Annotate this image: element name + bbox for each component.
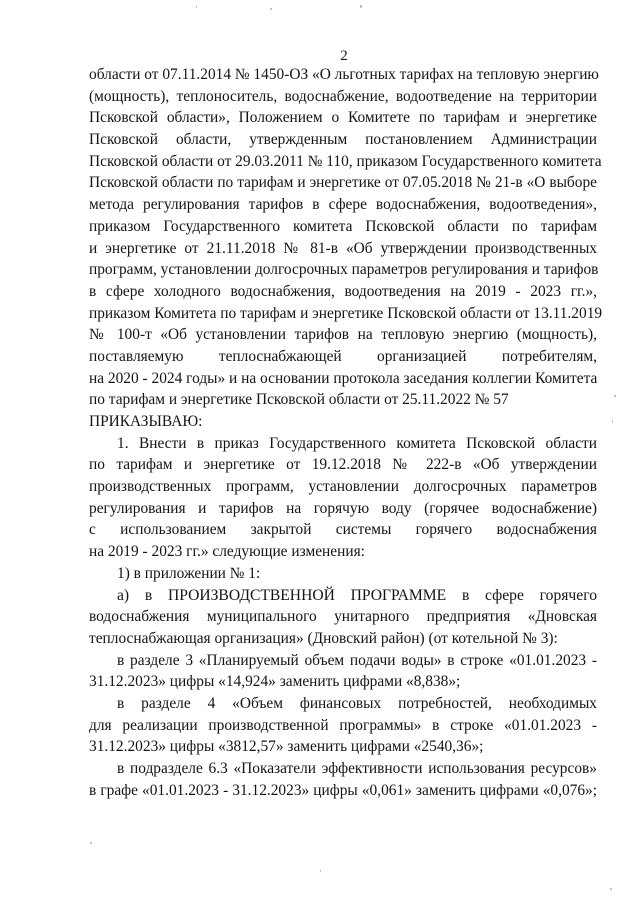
text-line: Псковской области, утвержденным постановлением Администрации: [89, 131, 597, 149]
subitem-1: 1) в приложении № 1:: [117, 564, 261, 582]
text-line: в сфере холодного водоснабжения, водоотведения на 2019 - 2023 гг.»,: [89, 282, 597, 300]
scan-speck: [270, 8, 272, 10]
scan-speck: [360, 5, 362, 8]
order-heading: ПРИКАЗЫВАЮ:: [89, 413, 203, 430]
text-line: на 2019 - 2023 гг.» следующие изменения:: [89, 543, 365, 561]
scan-speck: [196, 6, 197, 8]
text-line: и энергетике от 21.11.2018 № 81-в «Об утверждении производственных: [89, 239, 597, 257]
text-line: № 100-т «Об установлении тарифов на тепловую энергию (мощность),: [89, 326, 597, 344]
text-line: Псковской области по тарифам и энергетике от 07.05.2018 № 21-в «О выборе: [89, 174, 597, 192]
text-line: метода регулирования тарифов в сфере водоснабжения, водоотведения»,: [89, 196, 597, 214]
scan-speck: [610, 888, 612, 890]
text-line: Псковской области», Положением о Комитете по тарифам и энергетике: [89, 109, 597, 127]
text-line: приказом Комитета по тарифам и энергетике Псковской области от 13.11.2019: [89, 304, 603, 322]
text-line: программ, установлении долгосрочных параметров регулирования и тарифов: [89, 261, 599, 279]
text-line: в подразделе 6.3 «Показатели эффективности использования ресурсов»: [117, 760, 597, 777]
page-number: 2: [340, 48, 348, 64]
text-line: по тарифам и энергетике от 19.12.2018 № 222-в «Об утверждении: [89, 456, 597, 474]
text-line: на 2020 - 2024 годы» и на основании протокола заседания коллегии Комитета: [89, 369, 598, 387]
text-line: 31.12.2023» цифры «3812,57» заменить цифрами «2540,36»;: [89, 738, 484, 756]
scan-speck: [90, 842, 92, 844]
scan-speck: [612, 420, 613, 423]
document-body: [89, 64, 603, 801]
scan-speck: [320, 870, 321, 872]
text-line: в разделе 4 «Объем финансовых потребностей, необходимых: [117, 694, 597, 712]
text-line: области от 07.11.2014 № 1450-ОЗ «О льготных тарифах на тепловую энергию: [89, 66, 599, 83]
text-line: с использованием закрытой системы горячего водоснабжения: [89, 521, 597, 539]
text-line: в графе «01.01.2023 - 31.12.2023» цифры «0,061» заменить цифрами «0,076»;: [89, 781, 597, 799]
text-line: Псковской области от 29.03.2011 № 110, приказом Государственного комитета: [89, 152, 602, 170]
text-line: (мощность), теплоноситель, водоснабжение, водоотведение на территории: [89, 87, 597, 105]
text-line: поставляемую теплоснабжающей организацией потребителям,: [89, 347, 597, 365]
text-line: для реализации производственной программы» в строке «01.01.2023 -: [89, 716, 597, 734]
text-line: теплоснабжающая организация» (Дновский район) (от котельной № 3):: [89, 629, 558, 647]
scan-speck: [614, 395, 616, 397]
text-line: производственных программ, установлении долгосрочных параметров: [89, 478, 597, 496]
text-line: в разделе 3 «Планируемый объем подачи воды» в строке «01.01.2023 -: [117, 651, 597, 669]
text-line: регулирования и тарифов на горячую воду (горячее водоснабжение): [89, 499, 597, 517]
text-line: по тарифам и энергетике Псковской области от 25.11.2022 № 57: [89, 391, 509, 409]
text-line: водоснабжения муниципального унитарного предприятия «Дновская: [89, 608, 597, 626]
subitem-a: а) в ПРОИЗВОДСТВЕННОЙ ПРОГРАММЕ в сфере горячего: [117, 586, 597, 604]
text-line: 31.12.2023» цифры «14,924» заменить цифрами «8,838»;: [89, 673, 461, 691]
paragraph-item-1: 1. Внести в приказ Государственного комитета Псковской области: [117, 434, 597, 452]
text-line: приказом Государственного комитета Псковской области по тарифам: [89, 217, 597, 235]
